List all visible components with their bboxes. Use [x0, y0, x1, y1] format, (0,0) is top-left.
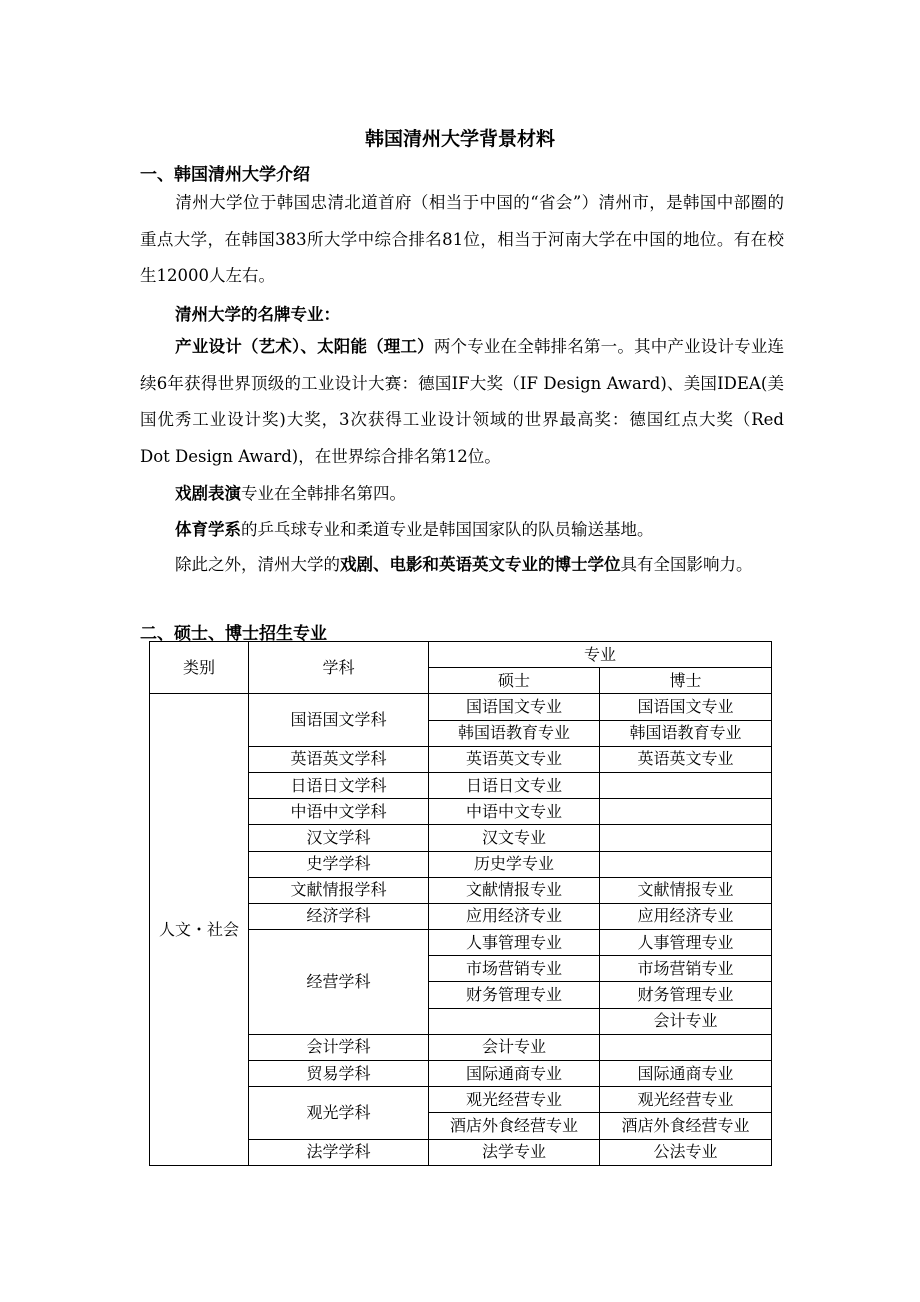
document-title: 韩国清州大学背景材料 — [364, 128, 555, 150]
design-text: 两个专业在全韩排名第一。其中产业设计专业连续6年获得世界顶级的工业设计大赛：德国IF大奖（IF Design Award)、美国IDEA(美国优秀工业设计奖)大奖，3次获得工业设计领域的世界最高奖：德国红点大奖（Red Dot Design Award)，在世界综合排名第12位。 — [140, 337, 785, 466]
master-cell: 法学专业 — [429, 1139, 600, 1165]
drama-paragraph — [140, 476, 784, 513]
doctor-cell: 人事管理专业 — [600, 930, 772, 956]
master-cell: 观光经营专业 — [429, 1087, 600, 1113]
doctor-cell: 观光经营专业 — [600, 1087, 772, 1113]
section2-heading: 二、硕士、博士招生专业 — [140, 624, 327, 644]
subject-cell: 中语中文学科 — [249, 799, 429, 825]
header-doctor: 博士 — [600, 668, 772, 694]
sports-text: 的乒乓球专业和柔道专业是韩国国家队的队员输送基地。 — [241, 520, 654, 539]
subject-cell: 经济学科 — [249, 903, 429, 929]
doctor-cell: 国语国文专业 — [600, 694, 772, 720]
master-cell: 英语英文专业 — [429, 746, 600, 772]
master-cell: 日语日文专业 — [429, 772, 600, 798]
drama-bold: 戏剧表演 — [175, 484, 241, 503]
doctor-cell: 酒店外食经营专业 — [600, 1113, 772, 1139]
doctor-cell: 公法专业 — [600, 1139, 772, 1165]
other-paragraph — [140, 547, 784, 584]
design-bold: 产业设计（艺术）、太阳能（理工） — [175, 337, 434, 356]
doctor-cell — [600, 825, 772, 851]
header-subject: 学科 — [249, 642, 429, 694]
other-pre: 除此之外，清州大学的 — [175, 555, 340, 574]
subject-cell: 会计学科 — [249, 1034, 429, 1060]
header-category: 类别 — [150, 642, 249, 694]
subject-cell: 日语日文学科 — [249, 772, 429, 798]
majors-table — [149, 641, 772, 1166]
sports-paragraph — [140, 512, 784, 549]
header-master: 硕士 — [429, 668, 600, 694]
subject-cell: 经营学科 — [249, 930, 429, 1035]
header-major: 专业 — [429, 642, 772, 668]
doctor-cell: 文献情报专业 — [600, 877, 772, 903]
other-post: 具有全国影响力。 — [620, 555, 753, 574]
master-cell: 市场营销专业 — [429, 956, 600, 982]
subject-cell: 贸易学科 — [249, 1061, 429, 1087]
drama-text: 专业在全韩排名第四。 — [241, 484, 406, 503]
subject-cell: 观光学科 — [249, 1087, 429, 1139]
intro-text: 清州大学位于韩国忠清北道首府（相当于中国的“省会”）清州市，是韩国中部圈的重点大学，在韩国383所大学中综合排名81位，相当于河南大学在中国的地位。有在校生12000人左右。 — [140, 193, 784, 285]
subject-cell: 史学学科 — [249, 851, 429, 877]
master-cell: 人事管理专业 — [429, 930, 600, 956]
master-cell: 汉文专业 — [429, 825, 600, 851]
design-paragraph — [140, 329, 784, 475]
subject-cell: 法学学科 — [249, 1139, 429, 1165]
doctor-cell: 会计专业 — [600, 1008, 772, 1034]
doctor-cell: 国际通商专业 — [600, 1061, 772, 1087]
doctor-cell: 应用经济专业 — [600, 903, 772, 929]
master-cell: 历史学专业 — [429, 851, 600, 877]
doctor-cell: 财务管理专业 — [600, 982, 772, 1008]
master-cell: 酒店外食经营专业 — [429, 1113, 600, 1139]
master-cell: 国际通商专业 — [429, 1061, 600, 1087]
table-row — [150, 694, 772, 720]
subject-cell: 文献情报学科 — [249, 877, 429, 903]
master-cell: 韩国语教育专业 — [429, 720, 600, 746]
category-cell: 人文・社会 — [150, 694, 249, 1165]
famous-majors-label: 清州大学的名牌专业： — [175, 305, 340, 324]
master-cell: 应用经济专业 — [429, 903, 600, 929]
master-cell: 国语国文专业 — [429, 694, 600, 720]
intro-paragraph — [140, 185, 784, 295]
doctor-cell: 英语英文专业 — [600, 746, 772, 772]
subject-cell: 英语英文学科 — [249, 746, 429, 772]
master-cell — [429, 1008, 600, 1034]
section1-heading: 一、韩国清州大学介绍 — [140, 165, 310, 185]
sports-bold: 体育学系 — [175, 520, 241, 539]
table-header-row — [150, 642, 772, 668]
master-cell: 财务管理专业 — [429, 982, 600, 1008]
master-cell: 中语中文专业 — [429, 799, 600, 825]
doctor-cell: 韩国语教育专业 — [600, 720, 772, 746]
doctor-cell — [600, 851, 772, 877]
master-cell: 文献情报专业 — [429, 877, 600, 903]
doctor-cell — [600, 799, 772, 825]
other-bold: 戏剧、电影和英语英文专业的博士学位 — [340, 555, 621, 574]
subject-cell: 国语国文学科 — [249, 694, 429, 746]
doctor-cell — [600, 1034, 772, 1060]
doctor-cell: 市场营销专业 — [600, 956, 772, 982]
doctor-cell — [600, 772, 772, 798]
master-cell: 会计专业 — [429, 1034, 600, 1060]
subject-cell: 汉文学科 — [249, 825, 429, 851]
